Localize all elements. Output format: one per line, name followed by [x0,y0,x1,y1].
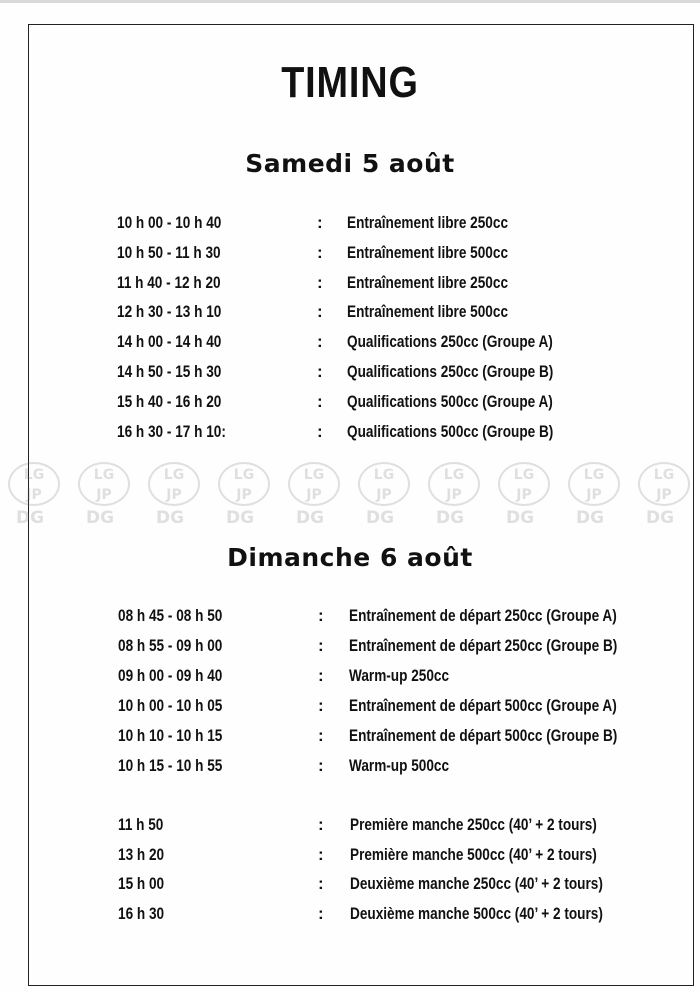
row-time: 15 h 00 [118,874,165,893]
row-event: Première manche 500cc (40’ + 2 tours) [350,845,597,864]
row-event: Warm-up 500cc [349,756,450,775]
schedule-row [0,815,700,839]
row-time: 09 h 00 - 09 h 40 [118,666,223,685]
schedule-row [0,606,700,630]
row-separator: : [318,606,324,625]
row-event: Deuxième manche 500cc (40’ + 2 tours) [350,904,603,923]
row-time: 14 h 50 - 15 h 30 [117,362,222,381]
row-event: Entraînement de départ 250cc (Groupe B) [349,636,618,655]
schedule-row [0,362,700,386]
watermark-logo-icon: LG JP DG [632,458,698,530]
row-event: Warm-up 250cc [349,666,450,685]
row-event: Deuxième manche 250cc (40’ + 2 tours) [350,874,603,893]
row-time: 10 h 00 - 10 h 40 [117,213,222,232]
row-time: 16 h 30 [118,904,165,923]
watermark-logo-icon: LG JP DG [422,458,488,530]
schedule-row [0,666,700,690]
saturday-heading: Samedi 5 août [245,149,455,178]
row-event: Entraînement libre 250cc [347,273,509,292]
row-event: Entraînement libre 500cc [347,302,509,321]
row-event: Qualifications 250cc (Groupe B) [347,362,554,381]
schedule-row [0,845,700,869]
row-time: 10 h 50 - 11 h 30 [117,243,221,262]
row-event: Qualifications 500cc (Groupe B) [347,422,554,441]
watermark-logo-icon: LG JP DG [142,458,208,530]
row-separator: : [317,243,323,262]
row-time: 15 h 40 - 16 h 20 [117,392,222,411]
row-separator: : [318,904,324,923]
schedule-row [0,874,700,898]
watermark-strip [0,458,700,530]
row-separator: : [317,422,323,441]
row-separator: : [317,302,323,321]
watermark-logo-icon: LG JP DG [282,458,348,530]
watermark-logo-icon: LG JP DG [562,458,628,530]
row-separator: : [317,392,323,411]
schedule-row [0,904,700,928]
schedule-row [0,636,700,660]
schedule-row [0,243,700,267]
row-separator: : [318,636,324,655]
row-time: 08 h 45 - 08 h 50 [118,606,223,625]
schedule-row [0,213,700,237]
watermark-logo-icon: LG JP DG [2,458,68,530]
row-time: 14 h 00 - 14 h 40 [117,332,222,351]
row-separator: : [318,666,324,685]
schedule-row [0,696,700,720]
watermark-logo-icon: LG JP DG [72,458,138,530]
row-event: Qualifications 250cc (Groupe A) [347,332,553,351]
schedule-row [0,422,700,446]
row-separator: : [317,273,323,292]
row-separator: : [317,362,323,381]
page-title: TIMING [281,58,419,107]
watermark-logo-icon: LG JP DG [492,458,558,530]
row-time: 10 h 00 - 10 h 05 [118,696,223,715]
row-separator: : [318,696,324,715]
row-time: 11 h 40 - 12 h 20 [117,273,221,292]
row-time: 08 h 55 - 09 h 00 [118,636,223,655]
schedule-row [0,392,700,416]
watermark-logo-icon: LG JP DG [212,458,278,530]
row-separator: : [317,332,323,351]
row-event: Entraînement de départ 250cc (Groupe A) [349,606,617,625]
row-separator: : [318,845,324,864]
schedule-row [0,332,700,356]
row-event: Entraînement libre 250cc [347,213,509,232]
row-separator: : [318,726,324,745]
watermark-logo-icon: LG JP DG [352,458,418,530]
sunday-heading: Dimanche 6 août [227,543,473,572]
row-time: 12 h 30 - 13 h 10 [117,302,222,321]
row-time: 11 h 50 [118,815,164,834]
row-time: 10 h 15 - 10 h 55 [118,756,223,775]
schedule-row [0,726,700,750]
row-event: Qualifications 500cc (Groupe A) [347,392,553,411]
row-separator: : [318,874,324,893]
schedule-row [0,756,700,780]
row-time: 10 h 10 - 10 h 15 [118,726,223,745]
schedule-row [0,302,700,326]
row-separator: : [317,213,323,232]
row-event: Entraînement de départ 500cc (Groupe B) [349,726,618,745]
top-edge-line [0,0,700,3]
row-time: 13 h 20 [118,845,165,864]
row-time: 16 h 30 - 17 h 10: [117,422,226,441]
row-event: Première manche 250cc (40’ + 2 tours) [350,815,597,834]
row-separator: : [318,815,324,834]
schedule-row [0,273,700,297]
row-event: Entraînement de départ 500cc (Groupe A) [349,696,617,715]
row-separator: : [318,756,324,775]
row-event: Entraînement libre 500cc [347,243,509,262]
